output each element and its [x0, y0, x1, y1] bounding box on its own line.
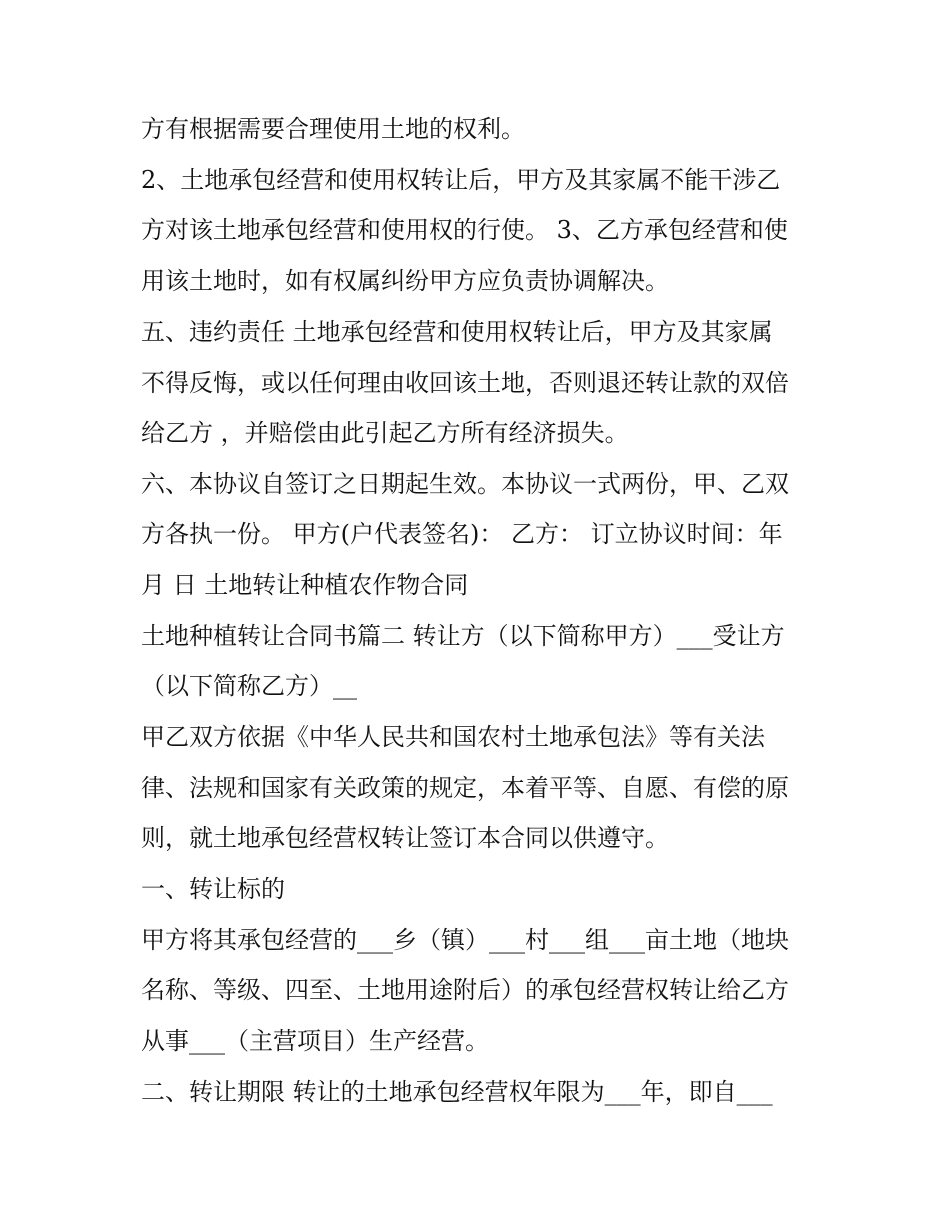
text-line: 甲方将其承包经营的___乡（镇）___村___组___亩土地（地块: [141, 926, 789, 954]
text-line: 二、转让期限 转让的土地承包经营权年限为___年，即自___: [141, 1078, 773, 1106]
text-line: 方各执一份。 甲方(户代表签名)： 乙方： 订立协议时间：年: [141, 520, 783, 548]
text-line: 给乙方 ，并赔偿由此引起乙方所有经济损失。: [141, 419, 629, 447]
text-line: 甲乙双方依据《中华人民共和国农村土地承包法》等有关法: [141, 723, 765, 751]
text-line: 名称、等级、四至、土地用途附后）的承包经营权转让给乙方: [141, 976, 789, 1004]
text-line: 月 日 土地转让种植农作物合同: [141, 571, 469, 599]
text-line: 用该土地时，如有权属纠纷甲方应负责协调解决。: [141, 267, 669, 295]
text-line: 五、违约责任 土地承包经营和使用权转让后，甲方及其家属: [141, 318, 773, 346]
text-line: 则，就土地承包经营权转让签订本合同以供遵守。: [141, 824, 669, 852]
text-line: 方对该土地承包经营和使用权的行使。 3、乙方承包经营和使: [141, 216, 788, 244]
text-line: 一、转让标的: [141, 875, 285, 903]
text-line: 土地种植转让合同书篇二 转让方（以下简称甲方）___受让方: [141, 622, 785, 650]
text-line: （以下简称乙方）__: [141, 672, 357, 700]
text-line: 2、土地承包经营和使用权转让后，甲方及其家属不能干涉乙: [141, 166, 781, 194]
text-line: 方有根据需要合理使用土地的权利。: [141, 115, 525, 143]
text-line: 从事___（主营项目）生产经营。: [141, 1027, 489, 1055]
text-line: 不得反悔，或以任何理由收回该土地，否则退还转让款的双倍: [141, 369, 789, 397]
text-line: 律、法规和国家有关政策的规定，本着平等、自愿、有偿的原: [141, 774, 789, 802]
text-line: 六、本协议自签订之日期起生效。本协议一式两份，甲、乙双: [141, 470, 789, 498]
